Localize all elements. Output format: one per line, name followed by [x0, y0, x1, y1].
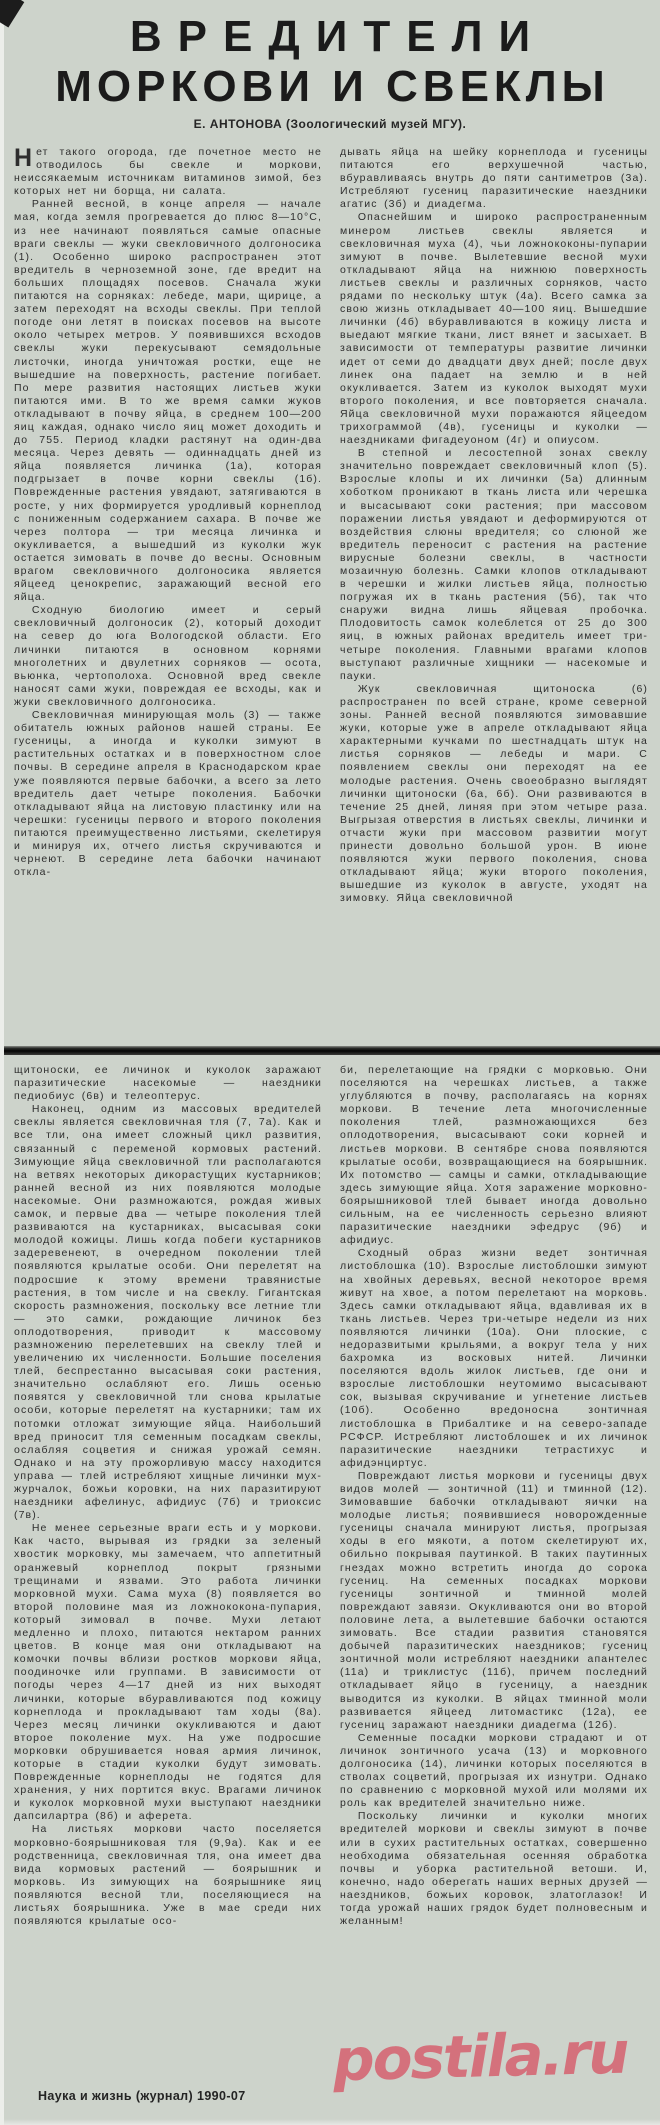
article-byline: Е. АНТОНОВА (Зоологический музей МГУ).: [193, 117, 467, 131]
paragraph: Поскольку личинки и куколки многих вредителей моркови и свеклы зимуют в почве или в сухих растительных остатках, совершенно необходима обязательная осенняя обработка почвы и уборка растительной ветоши. И, конечно, надо оберегать наших верных друзей — наездников, божьих коровок, златоглазок! И тогда урожай наших грядок будет полновесным и желанным!: [340, 1810, 648, 1928]
lower-text-section: [14, 1064, 648, 2088]
column-lower-right: [340, 1064, 648, 2088]
paragraph: Жук свекловичная щитоноска (6) распространен по всей стране, кроме северной зоны. Ранней весной появляются зимовавшие жуки, которые уже в апреле откладывают яйца характерными кучками по шестнадцать штук на листья сорняков — лебеды и мари. С появлением свеклы они переходят на ее молодые растения. Очень своеобразно выглядят личинки щитоноски (6а, 6б). Они развиваются в течение 25 дней, линяя при этом четыре раза. Выгрызая отверстия в листьях свеклы, личинки и отчасти жуки при массовом развитии могут принести довольно большой урон. В июне появляются жуки первого поколения, снова откладывают яйца; жуки второго поколения, вышедшие из куколок в августе, уходят на зимовку. Яйца свекловичной: [340, 682, 648, 905]
paragraph: Семенные посадки моркови страдают и от личинок зонтичного усача (13) и морковного долгоносика (14), личинки которых поселяются в стволах соцветий, прогрызая их изнутри. Однако по сравнению с морковной мухой или молями их роль как вредителей значительно ниже.: [340, 1731, 648, 1810]
paragraph: В степной и лесостепной зонах свеклу значительно повреждает свекловичный клоп (5). Взрослые клопы и их личинки (5а) длинным хоботком проникают в ткань листа или черешка и высасывают соки растения; при массовом поражении листья увядают и деформируются от воздействия слюны вредителя; со слюной же вредитель переносит с растения на растение вирусные болезни свеклы, в частности мозаичную болезнь. Самки клопов откладывают в черешки и жилки листьев яйца, полностью погружая их в ткань растения (5б), так что снаружи видна лишь яйцевая пробочка. Плодовитость самок колеблется от 25 до 300 яиц, в южных районах вредитель имеет три-четыре поколения. Главными врагами клопов выступают различные хищники — насекомые и пауки.: [340, 447, 648, 682]
paragraph: би, перелетающие на грядки с морковью. Они поселяются на черешках листьев, а также углубляются в почву, располагаясь на корнях моркови. В течение лета многочисленные поколения тлей, размножающихся без оплодотворения, высасывают соки корней и листьев моркови. В сентябре снова появляются крылатые особи, возвращающиеся на боярышник. Их потомство — самцы и самки, откладывающие здесь зимующие яйца. Хотя заражение морковно-боярышниковой тлей бывает иногда довольно сильным, на ее численность серьезно влияют паразитические наездники эфедрус (9б) и афидиус.: [340, 1064, 648, 1247]
drop-cap: Н: [14, 146, 33, 172]
upper-text-section: [14, 146, 648, 1046]
source-caption: Наука и жизнь (журнал) 1990-07: [38, 2089, 246, 2103]
paragraph: щитоноски, ее личинок и куколок заражают паразитические насекомые — наездники педиобиус (6в) и телеоптерус.: [14, 1064, 322, 1103]
paragraph: Опаснейшим и широко распространенным минером листьев свеклы является и свекловичная муха (4), чьи ложнококоны-пупарии зимуют в почве. Вылетевшие весной мухи откладывают яйца на нижнюю поверхность листьев свеклы и различных сорняков, часто рядами по нескольку штук (4а). Всего самка за свою жизнь откладывает 40—100 яиц. Вышедшие личинки (4б) вбуравливаются в кожицу листа и выедают мягкие ткани, лист вянет и засыхает. В зависимости от температуры развитие личинки идет от семи до двадцати двух дней; после двух линек она падает на землю и в ней окукливается. Затем из куколок выходят мухи второго поколения, и все повторяется сначала. Яйца свекловичной мухи поражаются яйцеедом трихограммой (4в), гусеницы и куколки — наездниками фигадеуоном (4г) и опиусом.: [340, 211, 648, 447]
article-title-line1: ВРЕДИТЕЛИ: [129, 12, 547, 61]
paragraph: Сходный образ жизни ведет зонтичная листоблошка (10). Взрослые листоблошки зимуют на хвойных деревьях, весной некоторое время живут на хвое, а потом перелетают на морковь. Здесь самки откладывают яйца, вдавливая их в ткань листьев. Через три-четыре недели из них появляются личинки (10а). Они плоские, с недоразвитыми крыльями, а вокруг тела у них бахромка из восковых нитей. Личинки поселяются вдоль жилок листьев, где они и взрослые листоблошки неутомимо высасывают сок, вызывая скручивание и угнетение листьев (10б). Особенно вредоносна зонтичная листоблошка в Прибалтике и на северо-западе РСФСР. Истребляют листоблошек и их личинок паразитические наездники тетрастихус и афидэнциртус.: [340, 1247, 648, 1469]
paragraph: Нет такого огорода, где почетное место не отводилось бы свекле и моркови, неиссякаемым источникам витаминов зимой, без которых нет ни борща, ни салата.: [14, 146, 322, 198]
paragraph: Ранней весной, в конце апреля — начале мая, когда земля прогревается до плюс 8—10°С, из нее начинают появляться самые опасные враги свеклы — жуки свекловичного долгоносика (1). Особенно широко распространен этот вредитель в черноземной зоне, где вредит на больших площадях посевов. Сначала жуки питаются на сорняках: лебеде, мари, щирице, а затем переходят на всходы свеклы. При теплой погоде они летят в поисках посевов на высоте около четырех метров. У появившихся всходов свеклы жуки перекусывают семядольные листочки, иногда уничтожая ростки, еще не вышедшие на поверхность, растение погибает. По мере развития настоящих листьев жуки питаются ими. В то же время самки жуков откладывают в почву яйца, в среднем 100—200 яиц каждая, однако число яиц может доходить и до 755. Период кладки растянут на один-два месяца. Через девять — одиннадцать дней из яйца появляется личинка (1а), которая подгрызает в почве корни свеклы (1б). Поврежденные растения увядают, затягиваются в росте, у них формируется уродливый корнеплод с пониженным содержанием сахара. В почве же через полтора — три месяца личинка и окукливается, а вышедший из куколки жук остается зимовать в почве до весны. Основным врагом свекловичного долгоносика является яйцеед ценокрепис, заражающий весной его яйца.: [14, 198, 322, 604]
paragraph: Сходную биологию имеет и серый свекловичный долгоносик (2), который доходит на север до юга Вологодской области. Его личинки питаются в основном корнями многолетних и двулетних сорняков — осота, вьюнка, чертополоха. Основной вред свекле наносят сами жуки, повреждая ее всходы, как и жуки свекловичного долгоносика.: [14, 604, 322, 708]
article-title-line2: МОРКОВИ И СВЕКЛЫ: [55, 62, 610, 111]
watermark-postila: postila.ru: [332, 2018, 629, 2095]
article-title: [0, 12, 660, 112]
column-upper-left: [14, 146, 322, 1046]
paragraph: Не менее серьезные враги есть и у моркови. Как часто, вырывая из грядки за зеленый хвостик морковку, мы замечаем, что аппетитный оранжевый корнеплод покрыт грязными трещинами и язвами. Это работа личинки морковной мухи. Сама муха (8) появляется во второй половине мая из ложнококона-пупария, который зимовал в почве. Мухи летают медленно и плохо, питаются нектаром ранних цветов. В конце мая они откладывают на комочки почвы вблизи ростков моркови яйца, поодиночке или группами. В зависимости от погоды через 4—17 дней из них выходят личинки, которые вбуравливаются под кожицу корнеплода и прокладывают там ходы (8а). Через месяц личинки окукливаются и дают второе поколение мух. На уже подросшие морковки обрушивается новая армия личинок, которые в стадии куколки будут зимовать. Поврежденные корнеплоды не годятся для хранения, у них портится вкус. Врагами личинок и куколок морковной мухи выступают наездники дапсилартра (8б) и аферета.: [14, 1522, 322, 1823]
paragraph: дывать яйца на шейку корнеплода и гусеницы питаются его верхушечной частью, вбуравливаясь внутрь до пяти сантиметров (3а). Истребляют гусениц паразитические наездники агатис (3б) и диадегма.: [340, 146, 648, 211]
scan-seam-divider: [0, 1046, 660, 1055]
column-upper-right: [340, 146, 648, 1046]
paragraph: Повреждают листья моркови и гусеницы двух видов молей — зонтичной (11) и тминной (12). Зимовавшие бабочки откладывают яички на молодые листья; появившиеся новорожденные гусеницы сначала минируют листья, прогрызая ходы в его мякоти, а потом скелетируют их, обильно покрывая паутинкой. В таких паутинных гнездах можно встретить иногда до сорока гусениц. На семенных посадках моркови гусеницы зонтичной и тминной молей повреждают завязи. Окукливаются они во второй половине лета, а вылетевшие бабочки остаются зимовать. Все стадии развития становятся добычей паразитических наездников; гусениц зонтичной моли истребляют наездники апантелес (11а) и триклистус (11б), причем последний откладывает яйцо в гусеницу, а наездник выводится из куколки. В яйцах тминной моли развивается яйцеед литомастикс (12а), ее гусениц заражают наездники диадегма (12б).: [340, 1469, 648, 1731]
paragraph: Наконец, одним из массовых вредителей свеклы является свекловичная тля (7, 7а). Как и все тли, она имеет сложный цикл развития, связанный с переменой кормовых растений. Зимующие яйца свекловичной тли располагаются на ветвях некоторых дикорастущих кустарников; ранней весной из них появляются молодые насекомые. Они размножаются, рождая живых самок, и первые два — четыре поколения тлей развиваются на кустарниках, высасывая соки молодой кожицы. Лишь когда побеги кустарников задеревенеют, в очередном поколении тлей появляются крылатые особи. Они перелетят на подросшие к этому времени травянистые растения, в том числе и на свеклу. Гигантская скорость размножения, поскольку все летние тли — это самки, рождающие личинок без оплодотворения, приводит к массовому размножению перелетевших на свеклу тлей и увеличению их численности. Большие поселения тлей, беспрестанно высасывая соки растения, значительно ослабляют его. Лишь осенью появятся у свекловичной тли снова крылатые особи, которые перелетят на кустарники; там их потомки отложат зимующие яйца. Наибольший вред приносит тля семенным посадкам свеклы, ослабляя соцветия и снижая урожай семян. Однако и на эту прожорливую массу находится управа — тлей истребляют хищные личинки мух-журчалок, божьи коровки, на них паразитируют наездники афелинус, афидиус (7б) и триоксис (7в).: [14, 1103, 322, 1522]
paragraph: На листьях моркови часто поселяется морковно-боярышниковая тля (9,9а). Как и ее родственница, свекловичная тля, она имеет два вида кормовых растений — боярышник и морковь. Из зимующих на боярышнике яиц появляются весной тли, поселяющиеся на листьях боярышника. Уже в мае среди них появляются крылатые осо-: [14, 1823, 322, 1928]
column-lower-left: [14, 1064, 322, 2088]
paragraph: Свекловичная минирующая моль (3) — также обитатель южных районов нашей страны. Ее гусеницы, а иногда и куколки зимуют в растительных остатках и в поверхностном слое почвы. В середине апреля в Краснодарском крае уже появляются первые бабочки, а всего за лето вредитель дает четыре поколения. Бабочки откладывают яйца на листовую пластинку или на черешки: гусеницы первого и второго поколения питаются преимущественно листьями, скелетируя и минируя их, отчего листья скручиваются и чернеют. В середине лета бабочки начинают откла-: [14, 709, 322, 879]
